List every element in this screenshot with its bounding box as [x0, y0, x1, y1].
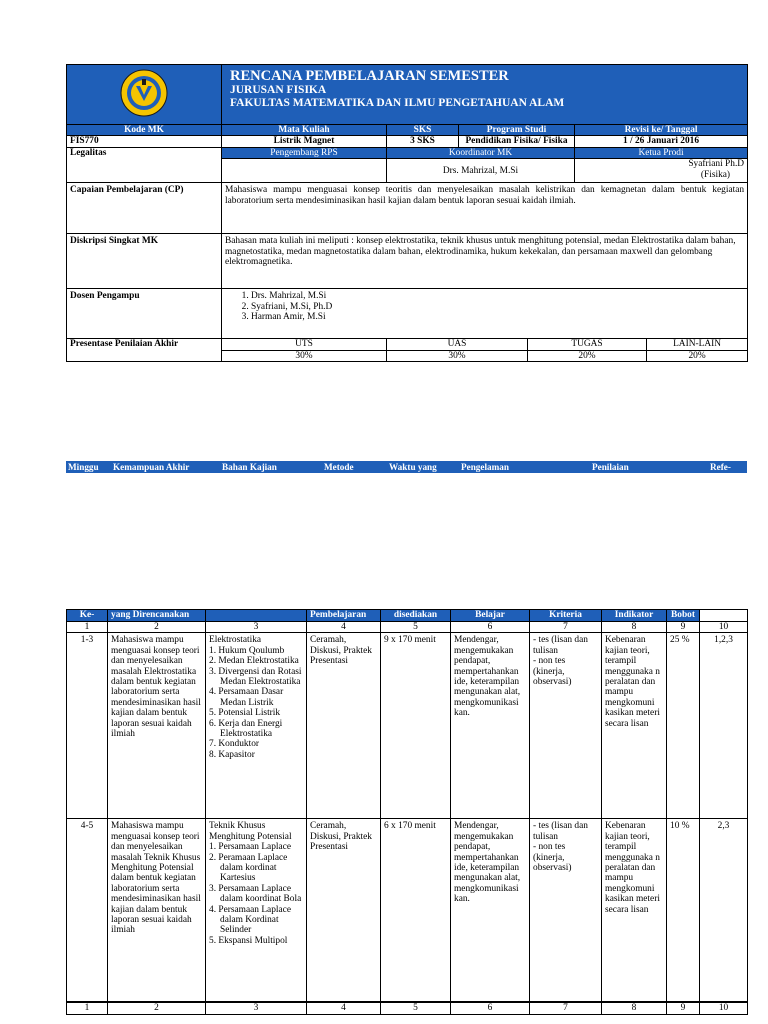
penilaian-header-tugas: TUGAS — [528, 339, 647, 350]
pengembang-value — [222, 159, 387, 183]
bahan-item: 1. Persamaan Laplace — [209, 842, 291, 853]
role-ketua-prodi: Ketua Prodi — [575, 147, 748, 158]
logo-cell — [67, 65, 222, 125]
header-kode-mk: Kode MK — [67, 125, 222, 136]
title-cell — [222, 65, 748, 125]
row-kemampuan: Mahasiswa mampu menguasai konsep teori dan menyelesaikan masalah Teknik Khusus Menghitung Potensial dalam bentuk kegiatan laboratorium serta mendesiminasikan hasil kajian dalam bentuk laporan sesuai kaidah ilmiah — [108, 819, 206, 1002]
row-bobot: 10 % — [667, 819, 700, 1002]
col-number: 9 — [667, 622, 700, 633]
plan-header-indikator: Indikator — [602, 610, 667, 622]
rps-table — [66, 64, 748, 362]
plan-header-bobot: Bobot — [667, 610, 700, 622]
col-number: 3 — [206, 622, 307, 633]
penilaian-header-uts: UTS — [222, 339, 387, 350]
dosen-item: 3. Harman Amir, M.Si — [251, 312, 744, 322]
cp-label: Capaian Pembelajaran (CP) — [67, 183, 222, 234]
plan-header-kriteria: Kriteria — [530, 610, 602, 622]
course-name: Listrik Magnet — [222, 136, 387, 147]
penilaian-value-lain: 20% — [647, 350, 748, 361]
deskripsi-text: Bahasan mata kuliah ini meliputi : konsep elektrostatika, teknik khusus untuk menghitung potensial, medan Elektrostatika dalam bahan, magnetostatika, medan magnetostatika dalam bahan, elektrodinamika, hukum kekekalan, dan persamaan maxwell dan gelombang elektromagnetika. — [222, 234, 748, 289]
role-koordinator: Koordinator MK — [387, 147, 575, 158]
plan-header-last — [700, 610, 748, 622]
plan-footer-numbers — [66, 1002, 748, 1015]
bahan-title: Elektrostatika — [209, 635, 262, 646]
department-name: JURUSAN FISIKA — [230, 84, 327, 96]
col-number: 5 — [381, 1003, 451, 1015]
course-code: FIS770 — [67, 136, 222, 147]
header-mata-kuliah: Mata Kuliah — [222, 125, 387, 136]
row-indikator: Kebenaran kajian teori, terampil menggunaka n peralatan dan mampu mengkomuni kasikan meteri secara lisan — [602, 633, 667, 819]
col-number: 5 — [381, 622, 451, 633]
dosen-item: 2. Syafriani, M.Si, Ph.D — [251, 302, 744, 312]
row-pengalaman: Mendengar, mengemukakan pendapat, mempertahankan ide, keterampilan mengunakan alat, mengkomunikasi kan. — [451, 633, 530, 819]
bahan-item: 7. Konduktor — [209, 739, 259, 750]
bahan-item: 8. Kapasitor — [209, 749, 255, 760]
strip-bahan: Bahan Kajian — [222, 462, 277, 472]
col-number: 2 — [108, 1003, 206, 1015]
dosen-label: Dosen Pengampu — [67, 289, 222, 339]
row-bahan — [206, 819, 307, 1002]
col-number: 1 — [67, 622, 108, 633]
row-kriteria: - tes (lisan dan tulisan - non tes (kinerja, observasi) — [530, 819, 602, 1002]
faculty-name: FAKULTAS MATEMATIKA DAN ILMU PENGETAHUAN ALAM — [230, 97, 565, 109]
bahan-item: 4. Persamaan Laplace dalam Kordinat Selinder — [209, 904, 291, 936]
row-metode: Ceramah, Diskusi, Praktek Presentasi — [307, 819, 381, 1002]
plan-header-pembelajaran: Pembelajaran — [307, 610, 381, 622]
penilaian-value-tugas: 20% — [528, 350, 647, 361]
col-number: 7 — [530, 622, 602, 633]
table-row — [67, 819, 748, 1002]
course-revision: 1 / 26 Januari 2016 — [575, 136, 748, 147]
course-program: Pendidikan Fisika/ Fisika — [459, 136, 575, 147]
dosen-item: 1. Drs. Mahrizal, M.Si — [251, 291, 744, 301]
col-number: 10 — [700, 622, 748, 633]
plan-header-strip — [66, 461, 747, 473]
plan-header-ke: Ke- — [67, 610, 108, 622]
page-title: RENCANA PEMBELAJARAN SEMESTER — [230, 68, 509, 84]
header-program-studi: Program Studi — [459, 125, 575, 136]
bahan-item: 5. Potensial Listrik — [209, 708, 281, 719]
plan-header-belajar: Belajar — [451, 610, 530, 622]
ketua-prodi-name: Syafriani Ph.D — [688, 159, 745, 170]
penilaian-header-lain: LAIN-LAIN — [647, 339, 748, 350]
university-logo-icon — [119, 68, 169, 118]
dosen-list — [222, 289, 748, 339]
bahan-item: 1. Hukum Qoulumb — [209, 645, 285, 656]
plan-header-empty — [206, 610, 307, 622]
header-revisi: Revisi ke/ Tanggal — [575, 125, 748, 136]
row-ref: 2,3 — [700, 819, 748, 1002]
legalitas-label: Legalitas — [67, 147, 222, 182]
penilaian-label: Presentase Penilaian Akhir — [67, 339, 222, 362]
bahan-item: 2. Peramaan Laplace dalam kordinat Kartesius — [209, 852, 288, 884]
bahan-item: 4. Persamaan Dasar Medan Listrik — [209, 687, 284, 708]
plan-table — [66, 609, 748, 1002]
cp-text: Mahasiswa mampu menguasai konsep teoritis dan menyelesaikan masalah kelistrikan dan kemagnetan dalam bentuk kegiatan laboratorium serta mendesiminasikan hasil kajian dalam bentuk laporan sesuai kaidah ilmiah. — [222, 183, 748, 234]
strip-minggu: Minggu — [68, 462, 99, 472]
deskripsi-label: Diskripsi Singkat MK — [67, 234, 222, 289]
col-number: 9 — [667, 1003, 700, 1015]
penilaian-header-uas: UAS — [387, 339, 528, 350]
col-number: 7 — [530, 1003, 602, 1015]
role-pengembang: Pengembang RPS — [222, 147, 387, 158]
penilaian-value-uas: 30% — [387, 350, 528, 361]
bahan-title: Teknik Khusus Menghitung Potensial — [209, 821, 292, 842]
col-number: 2 — [108, 622, 206, 633]
row-pengalaman: Mendengar, mengemukakan pendapat, mempertahankan ide, keterampilan mengunakan alat, mengkomunikasi kan. — [451, 819, 530, 1002]
col-number: 4 — [307, 622, 381, 633]
bahan-item: 6. Kerja dan Energi Elektrostatika — [209, 718, 283, 740]
row-kemampuan: Mahasiswa mampu menguasai konsep teori dan menyelesaikan masalah Elektrostatika dalam bentuk kegiatan laboratorium serta mendesiminasikan hasil kajian dalam bentuk laporan sesuai kaidah ilmiah — [108, 633, 206, 819]
bahan-item: 5. Ekspansi Multipol — [209, 935, 288, 946]
plan-header-disediakan: disediakan — [381, 610, 451, 622]
bahan-item: 3. Divergensi dan Rotasi Medan Elektrostatika — [209, 666, 302, 688]
bahan-item: 3. Persamaan Laplace dalam koordinat Bola — [209, 883, 302, 905]
strip-kemampuan: Kemampuan Akhir — [113, 462, 190, 472]
row-indikator: Kebenaran kajian teori, terampil menggunaka n peralatan dan mampu mengkomuni kasikan meteri secara lisan — [602, 819, 667, 1002]
strip-penilaian: Penilaian — [592, 462, 629, 472]
row-waktu: 9 x 170 menit — [381, 633, 451, 819]
header-sks: SKS — [387, 125, 459, 136]
col-number: 4 — [307, 1003, 381, 1015]
strip-waktu: Waktu yang — [389, 462, 437, 472]
row-waktu: 6 x 170 menit — [381, 819, 451, 1002]
col-number: 6 — [451, 622, 530, 633]
penilaian-value-uts: 30% — [222, 350, 387, 361]
strip-pengelaman: Pengelaman — [461, 462, 509, 472]
row-ref: 1,2,3 — [700, 633, 748, 819]
col-number: 8 — [602, 622, 667, 633]
strip-metode: Metode — [324, 462, 354, 472]
koordinator-name: Drs. Mahrizal, M.Si — [387, 159, 575, 183]
col-number: 10 — [700, 1003, 748, 1015]
col-number: 8 — [602, 1003, 667, 1015]
col-number: 1 — [67, 1003, 108, 1015]
row-metode: Ceramah, Diskusi, Praktek Presentasi — [307, 633, 381, 819]
col-number: 6 — [451, 1003, 530, 1015]
row-week: 1-3 — [67, 633, 108, 819]
plan-header-direncanakan: yang Direncanakan — [108, 610, 206, 622]
row-kriteria: - tes (lisan dan tulisan - non tes (kinerja, observasi) — [530, 633, 602, 819]
ketua-prodi-field: (Fisika) — [700, 169, 731, 180]
strip-refe: Refe- — [710, 462, 731, 472]
row-bahan — [206, 633, 307, 819]
bahan-item: 2. Medan Elektrostatika — [209, 656, 299, 667]
table-row — [67, 633, 748, 819]
ketua-prodi-cell — [575, 159, 748, 183]
col-number: 3 — [206, 1003, 307, 1015]
course-sks: 3 SKS — [387, 136, 459, 147]
row-bobot: 25 % — [667, 633, 700, 819]
row-week: 4-5 — [67, 819, 108, 1002]
